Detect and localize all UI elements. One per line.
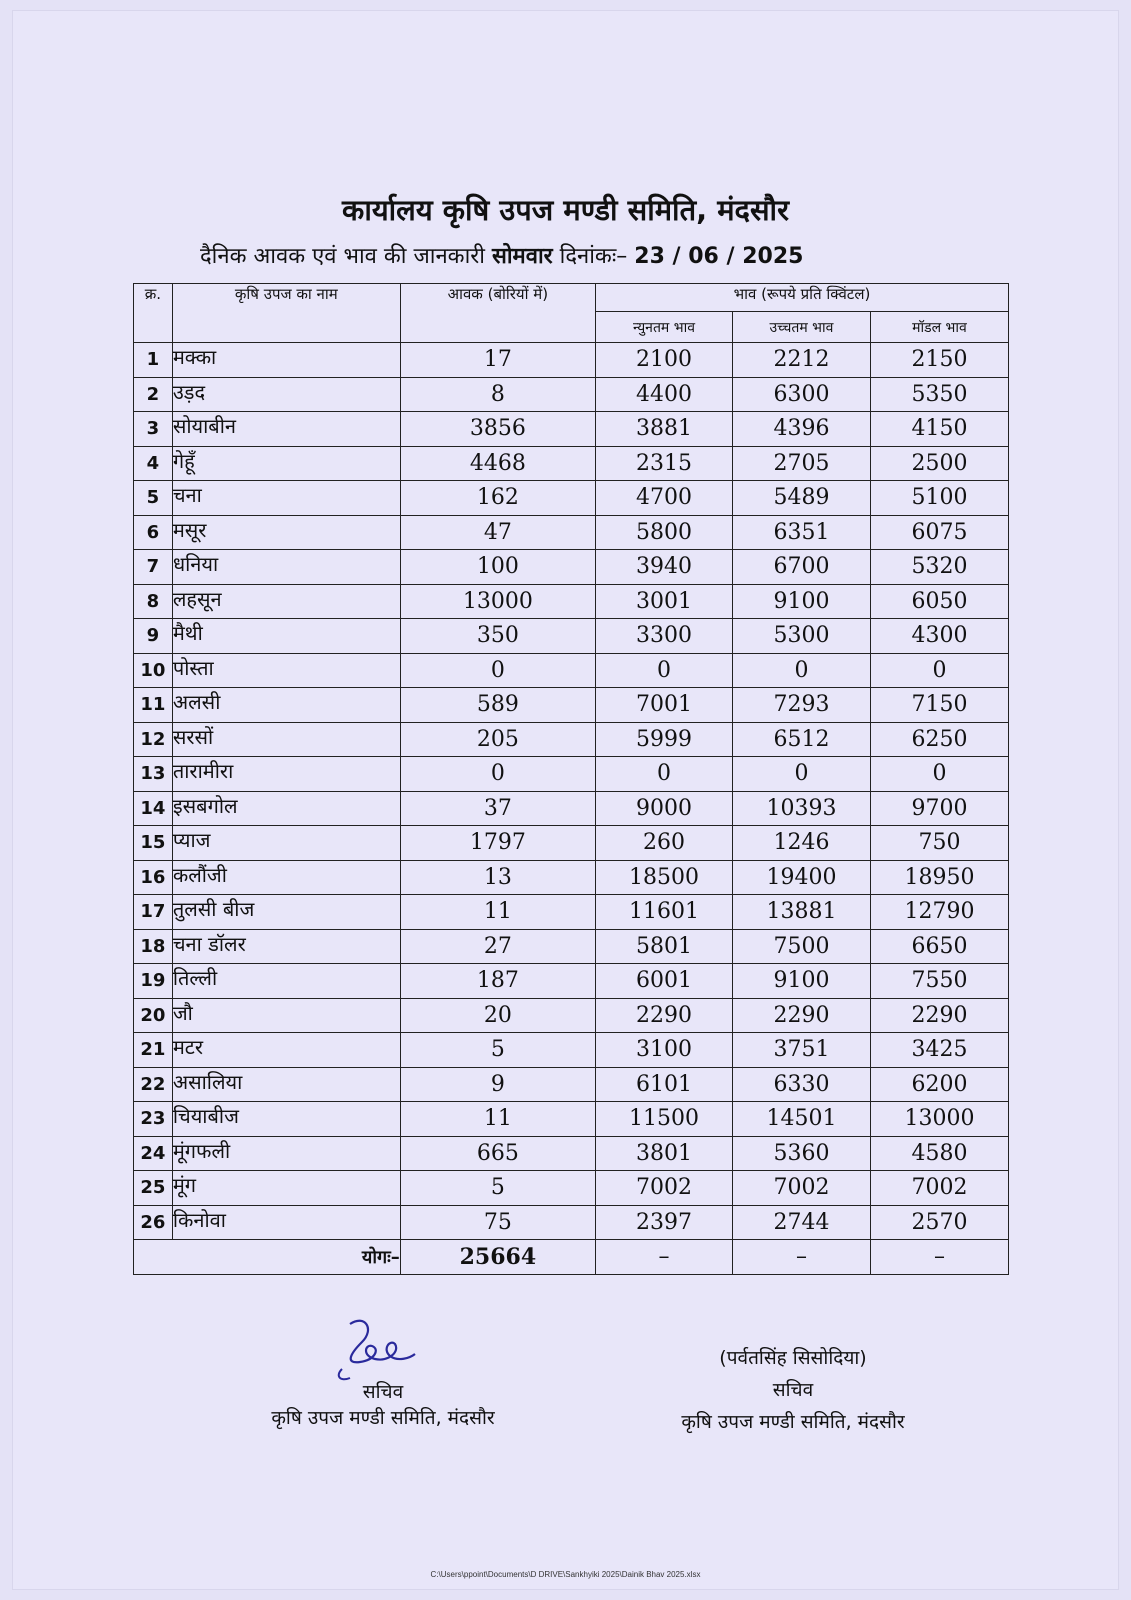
row-max-price: 6700 [732, 550, 870, 585]
row-serial: 17 [134, 895, 173, 930]
row-max-price: 2744 [732, 1205, 870, 1240]
row-modal-price: 5100 [870, 481, 1008, 516]
row-modal-price: 750 [870, 826, 1008, 861]
row-modal-price: 5350 [870, 377, 1008, 412]
row-arrival: 0 [400, 757, 595, 792]
row-crop-name: अलसी [172, 688, 400, 723]
report-date: 23 / 06 / 2025 [634, 244, 804, 269]
total-arrival: 25664 [400, 1240, 595, 1275]
row-arrival: 17 [400, 343, 595, 378]
row-serial: 21 [134, 1033, 173, 1068]
row-min-price: 2290 [596, 998, 733, 1033]
row-serial: 23 [134, 1102, 173, 1137]
row-serial: 14 [134, 791, 173, 826]
row-serial: 18 [134, 929, 173, 964]
row-serial: 16 [134, 860, 173, 895]
left-office: कृषि उपज मण्डी समिति, मंदसौर [271, 1407, 495, 1429]
row-serial: 20 [134, 998, 173, 1033]
row-serial: 6 [134, 515, 173, 550]
row-min-price: 4700 [596, 481, 733, 516]
row-max-price: 6330 [732, 1067, 870, 1102]
right-designation: सचिव [772, 1379, 814, 1401]
table-row [134, 1136, 1009, 1171]
table-row [134, 929, 1009, 964]
row-max-price: 2212 [732, 343, 870, 378]
row-max-price: 7002 [732, 1171, 870, 1206]
row-arrival: 37 [400, 791, 595, 826]
row-modal-price: 4150 [870, 412, 1008, 447]
col-name-header: कृषि उपज का नाम [172, 284, 400, 343]
row-modal-price: 3425 [870, 1033, 1008, 1068]
row-crop-name: तुलसी बीज [172, 895, 400, 930]
row-arrival: 13000 [400, 584, 595, 619]
row-serial: 3 [134, 412, 173, 447]
row-modal-price: 2290 [870, 998, 1008, 1033]
row-serial: 2 [134, 377, 173, 412]
row-crop-name: मूंगफली [172, 1136, 400, 1171]
table-row [134, 998, 1009, 1033]
row-modal-price: 7150 [870, 688, 1008, 723]
row-max-price: 9100 [732, 584, 870, 619]
row-arrival: 27 [400, 929, 595, 964]
table-row [134, 1033, 1009, 1068]
table-row [134, 343, 1009, 378]
table-row [134, 757, 1009, 792]
row-modal-price: 18950 [870, 860, 1008, 895]
subtitle-text: दैनिक आवक एवं भाव की जानकारी [200, 244, 485, 269]
row-crop-name: चियाबीज [172, 1102, 400, 1137]
row-max-price: 7500 [732, 929, 870, 964]
row-arrival: 20 [400, 998, 595, 1033]
row-min-price: 5800 [596, 515, 733, 550]
row-serial: 5 [134, 481, 173, 516]
row-max-price: 7293 [732, 688, 870, 723]
row-modal-price: 6050 [870, 584, 1008, 619]
row-max-price: 2290 [732, 998, 870, 1033]
row-arrival: 162 [400, 481, 595, 516]
row-max-price: 13881 [732, 895, 870, 930]
right-office: कृषि उपज मण्डी समिति, मंदसौर [681, 1411, 905, 1433]
row-crop-name: प्याज [172, 826, 400, 861]
row-arrival: 589 [400, 688, 595, 723]
left-designation: सचिव [362, 1381, 404, 1403]
row-modal-price: 6650 [870, 929, 1008, 964]
table-row [134, 895, 1009, 930]
row-modal-price: 12790 [870, 895, 1008, 930]
row-crop-name: किनोवा [172, 1205, 400, 1240]
row-max-price: 19400 [732, 860, 870, 895]
table-row [134, 515, 1009, 550]
row-crop-name: तारामीरा [172, 757, 400, 792]
row-min-price: 18500 [596, 860, 733, 895]
date-label: दिनांकः– [559, 244, 628, 269]
row-min-price: 3801 [596, 1136, 733, 1171]
row-arrival: 4468 [400, 446, 595, 481]
total-min: – [596, 1240, 733, 1275]
row-modal-price: 6250 [870, 722, 1008, 757]
total-row [134, 1240, 1009, 1275]
row-serial: 15 [134, 826, 173, 861]
row-serial: 19 [134, 964, 173, 999]
row-arrival: 187 [400, 964, 595, 999]
report-subtitle [200, 240, 960, 270]
table-row [134, 1102, 1009, 1137]
row-min-price: 9000 [596, 791, 733, 826]
row-max-price: 6300 [732, 377, 870, 412]
row-serial: 8 [134, 584, 173, 619]
row-max-price: 5300 [732, 619, 870, 654]
col-price-group-header: भाव (रूपये प्रति क्विंटल) [596, 284, 1009, 312]
row-min-price: 2397 [596, 1205, 733, 1240]
row-modal-price: 7550 [870, 964, 1008, 999]
table-row [134, 1067, 1009, 1102]
office-title: कार्यालय कृषि उपज मण्डी समिति, मंदसौर [342, 193, 789, 227]
row-min-price: 260 [596, 826, 733, 861]
row-arrival: 5 [400, 1171, 595, 1206]
row-min-price: 11601 [596, 895, 733, 930]
row-arrival: 11 [400, 895, 595, 930]
table-row [134, 860, 1009, 895]
row-min-price: 3100 [596, 1033, 733, 1068]
row-arrival: 13 [400, 860, 595, 895]
total-label: योगः– [134, 1240, 401, 1275]
row-modal-price: 0 [870, 757, 1008, 792]
row-arrival: 8 [400, 377, 595, 412]
table-row [134, 412, 1009, 447]
row-modal-price: 2500 [870, 446, 1008, 481]
row-max-price: 6512 [732, 722, 870, 757]
table-row [134, 653, 1009, 688]
row-max-price: 6351 [732, 515, 870, 550]
row-min-price: 0 [596, 653, 733, 688]
row-max-price: 3751 [732, 1033, 870, 1068]
row-crop-name: चना डॉलर [172, 929, 400, 964]
row-serial: 11 [134, 688, 173, 723]
row-min-price: 7002 [596, 1171, 733, 1206]
signature-scribble-icon [320, 1314, 440, 1384]
row-serial: 4 [134, 446, 173, 481]
row-min-price: 3881 [596, 412, 733, 447]
row-serial: 13 [134, 757, 173, 792]
row-crop-name: इसबगोल [172, 791, 400, 826]
row-min-price: 3300 [596, 619, 733, 654]
row-crop-name: जौ [172, 998, 400, 1033]
row-arrival: 75 [400, 1205, 595, 1240]
row-min-price: 4400 [596, 377, 733, 412]
row-crop-name: लहसून [172, 584, 400, 619]
row-crop-name: मैथी [172, 619, 400, 654]
col-arrival-header: आवक (बोरियों में) [400, 284, 595, 343]
price-table [133, 283, 1009, 1275]
row-crop-name: मूंग [172, 1171, 400, 1206]
row-serial: 25 [134, 1171, 173, 1206]
row-min-price: 11500 [596, 1102, 733, 1137]
row-min-price: 7001 [596, 688, 733, 723]
row-arrival: 11 [400, 1102, 595, 1137]
row-max-price: 0 [732, 757, 870, 792]
col-modal-header: मॉडल भाव [870, 312, 1008, 343]
row-arrival: 1797 [400, 826, 595, 861]
row-crop-name: पोस्ता [172, 653, 400, 688]
row-arrival: 3856 [400, 412, 595, 447]
row-modal-price: 4580 [870, 1136, 1008, 1171]
row-crop-name: धनिया [172, 550, 400, 585]
row-min-price: 2100 [596, 343, 733, 378]
handwritten-signature [228, 1318, 538, 1376]
row-min-price: 6101 [596, 1067, 733, 1102]
row-modal-price: 9700 [870, 791, 1008, 826]
row-serial: 24 [134, 1136, 173, 1171]
row-crop-name: गेहूँ [172, 446, 400, 481]
row-max-price: 14501 [732, 1102, 870, 1137]
row-crop-name: कलौंजी [172, 860, 400, 895]
row-serial: 26 [134, 1205, 173, 1240]
table-row [134, 619, 1009, 654]
row-arrival: 5 [400, 1033, 595, 1068]
row-arrival: 205 [400, 722, 595, 757]
table-row [134, 826, 1009, 861]
table-row [134, 584, 1009, 619]
row-serial: 9 [134, 619, 173, 654]
row-serial: 10 [134, 653, 173, 688]
table-row [134, 722, 1009, 757]
row-modal-price: 6075 [870, 515, 1008, 550]
table-row [134, 964, 1009, 999]
row-arrival: 0 [400, 653, 595, 688]
col-max-header: उच्चतम भाव [732, 312, 870, 343]
row-serial: 1 [134, 343, 173, 378]
row-min-price: 5999 [596, 722, 733, 757]
total-max: – [732, 1240, 870, 1275]
file-path-footer: C:\Users\ppoint\Documents\D DRIVE\Sankhyiki 2025\Dainik Bhav 2025.xlsx [430, 1570, 701, 1579]
row-arrival: 665 [400, 1136, 595, 1171]
row-modal-price: 5320 [870, 550, 1008, 585]
col-serial-header: क्र. [134, 284, 173, 343]
total-modal: – [870, 1240, 1008, 1275]
row-arrival: 350 [400, 619, 595, 654]
row-modal-price: 2570 [870, 1205, 1008, 1240]
table-row [134, 1171, 1009, 1206]
row-serial: 7 [134, 550, 173, 585]
table-row [134, 446, 1009, 481]
table-row [134, 377, 1009, 412]
row-max-price: 1246 [732, 826, 870, 861]
row-arrival: 47 [400, 515, 595, 550]
row-arrival: 100 [400, 550, 595, 585]
row-min-price: 6001 [596, 964, 733, 999]
row-arrival: 9 [400, 1067, 595, 1102]
row-max-price: 5489 [732, 481, 870, 516]
row-crop-name: तिल्ली [172, 964, 400, 999]
signature-block-left [228, 1318, 538, 1430]
row-crop-name: मसूर [172, 515, 400, 550]
col-min-header: न्युनतम भाव [596, 312, 733, 343]
row-min-price: 3940 [596, 550, 733, 585]
row-modal-price: 2150 [870, 343, 1008, 378]
row-crop-name: सोयाबीन [172, 412, 400, 447]
row-modal-price: 0 [870, 653, 1008, 688]
row-min-price: 2315 [596, 446, 733, 481]
right-name: (पर्वतसिंह सिसोदिया) [719, 1347, 867, 1369]
row-max-price: 4396 [732, 412, 870, 447]
table-row [134, 791, 1009, 826]
table-row [134, 550, 1009, 585]
row-crop-name: उड़द [172, 377, 400, 412]
row-crop-name: मक्का [172, 343, 400, 378]
signature-block-right [643, 1342, 943, 1438]
row-max-price: 2705 [732, 446, 870, 481]
row-max-price: 0 [732, 653, 870, 688]
row-serial: 12 [134, 722, 173, 757]
row-crop-name: सरसों [172, 722, 400, 757]
row-modal-price: 6200 [870, 1067, 1008, 1102]
row-max-price: 10393 [732, 791, 870, 826]
row-max-price: 9100 [732, 964, 870, 999]
row-crop-name: असालिया [172, 1067, 400, 1102]
row-modal-price: 4300 [870, 619, 1008, 654]
row-modal-price: 7002 [870, 1171, 1008, 1206]
weekday: सोमवार [491, 244, 553, 269]
row-min-price: 5801 [596, 929, 733, 964]
table-row [134, 688, 1009, 723]
row-serial: 22 [134, 1067, 173, 1102]
table-row [134, 1205, 1009, 1240]
row-max-price: 5360 [732, 1136, 870, 1171]
row-modal-price: 13000 [870, 1102, 1008, 1137]
row-crop-name: मटर [172, 1033, 400, 1068]
row-crop-name: चना [172, 481, 400, 516]
row-min-price: 3001 [596, 584, 733, 619]
row-min-price: 0 [596, 757, 733, 792]
table-row [134, 481, 1009, 516]
